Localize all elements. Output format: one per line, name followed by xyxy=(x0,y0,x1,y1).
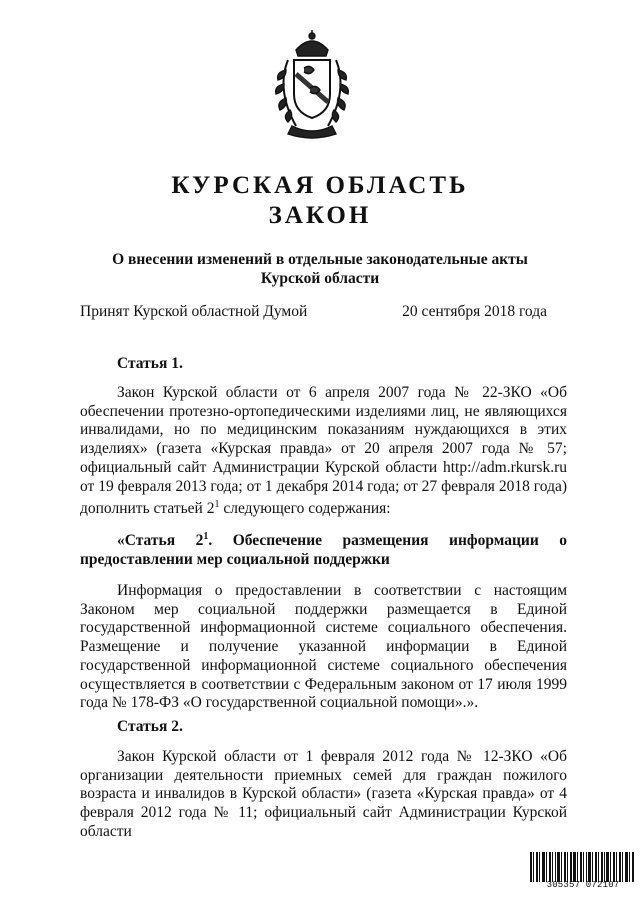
article-2-body: Закон Курской области от 1 февраля 2012 года № 12-ЗКО «Об организации деятельности приемных семей для граждан пожилого возраста и инвалидов в Курской области» (газета «Курская правда» от 4 февраля 2012 года № 11; официальный сайт Администрации Курской области xyxy=(80,748,567,840)
barcode-icon xyxy=(530,852,636,882)
new-article-body: Информация о предоставлении в соответствии с настоящим Законом мер социальной поддержки размещается в Единой государственной информационной системе социального обеспечения. Размещение и получение указанной информации в Единой государственной информационной системе социального обеспечения осуществляется в соответствии с Федеральным законом от 17 июля 1999 года № 178-ФЗ «О государственной социальной помощи».». xyxy=(80,582,567,712)
article-2-heading: Статья 2. xyxy=(117,718,183,735)
coat-of-arms-icon xyxy=(266,30,358,142)
article-1-heading: Статья 1. xyxy=(117,355,183,372)
article-1-intro-text: Закон Курской области от 6 апреля 2007 года № 22-ЗКО «Об обеспечении протезно-ортопедическими изделиями лиц, не являющихся инвалидами, но по медицинским показаниям нуждающихся в этих изделиях» (газета «Курская правда» от 20 апреля 2007 года № 57; официальный сайт Администрации Курской области http://adm.rkursk.ru от 19 февраля 2013 года; от 1 декабря 2014 года; от 27 февраля 2018 года) дополнить статьей 2 xyxy=(80,384,567,518)
adoption-date: 20 сентября 2018 года xyxy=(402,303,547,320)
article-1-intro xyxy=(80,384,567,519)
new-article-heading xyxy=(80,528,567,570)
adopted-by: Принят Курской областной Думой xyxy=(80,303,308,320)
barcode-number: 305357 072107 xyxy=(546,880,620,890)
new-article-heading-rest: . Обеспечение размещения информации о предоставлении мер социальной поддержки xyxy=(80,532,567,568)
document-type-title: ЗАКОН xyxy=(268,202,372,229)
article-1-intro-superscript: 1 xyxy=(214,499,220,511)
region-title: КУРСКАЯ ОБЛАСТЬ xyxy=(171,172,469,199)
new-article-heading-start: «Статья 2 xyxy=(117,532,204,550)
subtitle-line-2: Курской области xyxy=(260,270,380,287)
article-1-intro-tail: следующего содержания: xyxy=(219,500,391,518)
document-subtitle xyxy=(0,250,640,288)
subtitle-line-1: О внесении изменений в отдельные законодательные акты xyxy=(112,251,528,268)
new-article-superscript: 1 xyxy=(203,531,209,542)
